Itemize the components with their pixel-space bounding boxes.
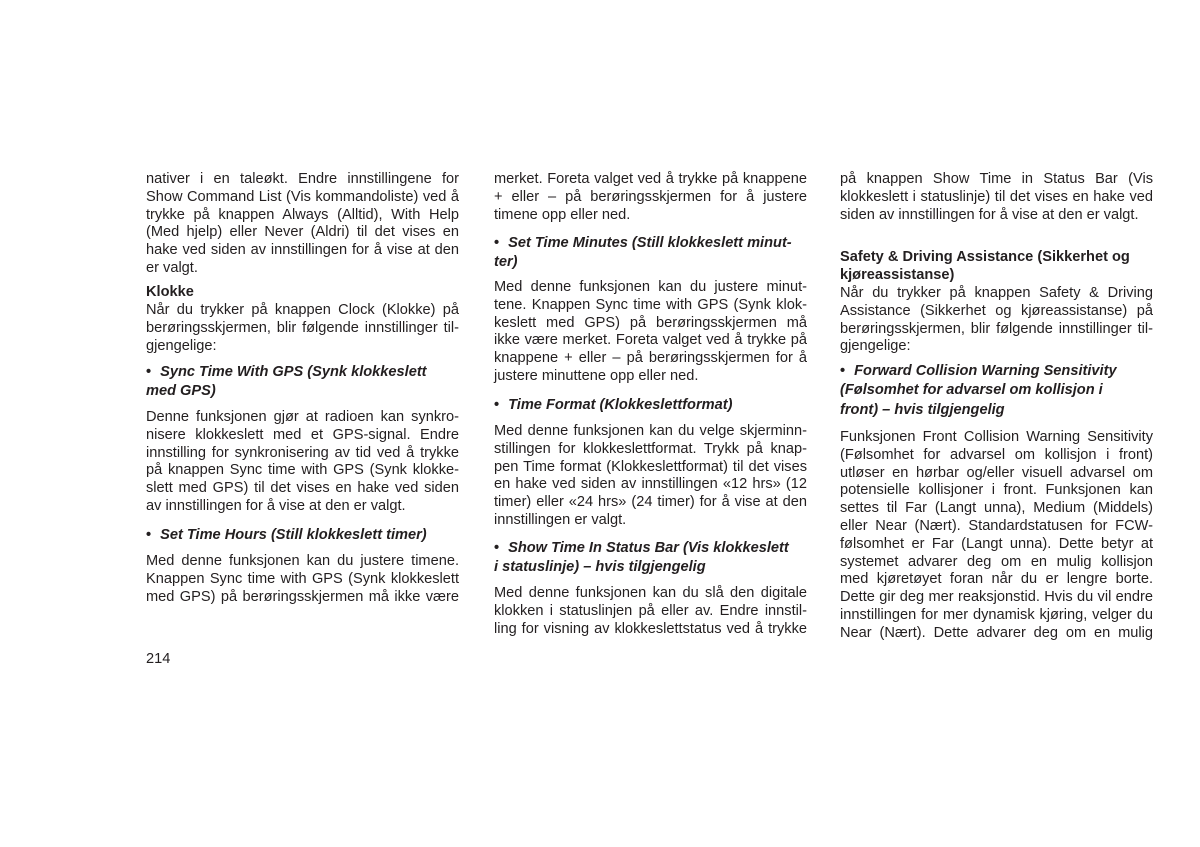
section-heading: [840, 249, 1153, 285]
text-line: klokkeslett i statuslinje) til det vises en hake ved: [840, 188, 1153, 205]
text-line: Near (Nært). Dette advarer deg om en mulig: [840, 624, 1153, 641]
text-line: klokken i statuslinjen på eller av. Endre innstil-: [494, 602, 807, 619]
paragraph: [494, 585, 807, 638]
text-line: Med denne funksjonen kan du justere minut-: [494, 279, 807, 295]
text-line: gjengelige:: [840, 338, 911, 355]
text-line: Show Command List (Vis kommandoliste) ved å: [146, 188, 459, 205]
paragraph: [840, 171, 1153, 224]
text-line: på knappen Show Time in Status Bar (Vis: [840, 171, 1153, 187]
bullet-heading: [494, 539, 807, 578]
text-line: ikke være merket. Foreta valget ved å trykke på: [494, 332, 807, 349]
text-line: slett med GPS) til det vises en hake ved siden: [146, 480, 459, 497]
text-line: Funksjonen Front Collision Warning Sensitivity: [840, 429, 1153, 445]
text-line: ling for visning av klokkeslettstatus ved å trykke: [494, 620, 807, 637]
text-line: + eller – på berøringsskjermen for å justere: [494, 188, 807, 205]
text-line: ter): [494, 254, 518, 271]
text-line: systemet advarer deg om en mulig kollisjon: [840, 553, 1153, 570]
text-line: berøringsskjermen, blir følgende innstillinger til-: [146, 319, 459, 336]
paragraph: [840, 429, 1153, 643]
text-line: timene opp eller ned.: [494, 206, 631, 223]
text-line: innstilling for synkronisering av tid ved å trykke: [146, 444, 459, 461]
text-line: knappene + eller – på berøringsskjermen for å: [494, 350, 807, 367]
text-line: av innstillingen for å vise at den er valgt.: [146, 497, 406, 514]
text-line: Med denne funksjonen kan du justere timene.: [146, 553, 459, 569]
text-line: stillingen for klokkeslettformat. Trykk på knap-: [494, 440, 807, 457]
text-line: Assistance (Sikkerhet og kjøreassistanse) på: [840, 302, 1153, 319]
text-line: Når du trykker på knappen Safety & Driving: [840, 285, 1153, 301]
text-line: nisere klokkeslett med et GPS-signal. Endre: [146, 426, 459, 443]
text-line: siden av innstillingen for å vise at den er valgt.: [840, 206, 1139, 223]
text-line: Med denne funksjonen kan du velge skjerminn-: [494, 423, 807, 439]
text-line: følsomhet er Far (Langt unna). Dette betyr at: [840, 535, 1153, 552]
text-line: • Sync Time With GPS (Synk klokkeslett: [146, 363, 459, 382]
text-line: Med denne funksjonen kan du slå den digitale: [494, 585, 807, 601]
text-line: settes til Far (Langt unna), Medium (Middels): [840, 500, 1153, 517]
text-line: (Følsomhet for advarsel om kollisjon i: [840, 382, 1103, 399]
section-heading: [146, 284, 459, 302]
text-line: med GPS): [146, 383, 216, 400]
text-line: tene. Knappen Sync time with GPS (Synk klok-: [494, 296, 807, 313]
paragraph: [146, 553, 459, 606]
text-line: keslett med GPS) på berøringsskjermen må: [494, 314, 807, 331]
text-line: nativer i en taleøkt. Endre innstillingene for: [146, 171, 459, 187]
text-line: i statuslinje) – hvis tilgjengelig: [494, 559, 706, 576]
text-line: Safety & Driving Assistance (Sikkerhet og: [840, 249, 1130, 265]
text-line: Dette gir deg mer reaksjonstid. Hvis du vil endre: [840, 589, 1153, 606]
text-line: eller Near (Nært). Standardstatusen for FCW-: [840, 517, 1153, 534]
text-line: pen Time format (Klokkeslettformat) til det vises: [494, 458, 807, 475]
paragraph: [146, 171, 459, 278]
page-number: 214: [146, 651, 171, 667]
paragraph: [146, 302, 459, 355]
text-line: merket. Foreta valget ved å trykke på knappene: [494, 171, 807, 187]
bullet-heading: [494, 396, 807, 415]
paragraph: [494, 423, 807, 530]
text-line: hake ved siden av innstillingen for å vise at den: [146, 242, 459, 259]
text-line: timer) eller «24 hrs» (24 timer) for å vise at den: [494, 494, 807, 511]
text-line: • Set Time Minutes (Still klokkeslett minut-: [494, 234, 807, 253]
text-line: med GPS) på berøringsskjermen må ikke være: [146, 588, 459, 605]
text-line: trykke på knappen Always (Alltid), With Help: [146, 206, 459, 223]
bullet-heading: [840, 362, 1153, 420]
paragraph: [494, 279, 807, 386]
text-line: utløser en hørbar og/eller visuell advarsel om: [840, 464, 1153, 481]
text-line: front) – hvis tilgjengelig: [840, 401, 1005, 418]
text-line: Knappen Sync time with GPS (Synk klokkeslett: [146, 570, 459, 587]
text-line: (Følsomhet for advarsel om kollisjon i front): [840, 446, 1153, 463]
bullet-heading: [146, 526, 459, 545]
paragraph: [494, 171, 807, 224]
text-line: potensielle kollisjoner i front. Funksjonen kan: [840, 482, 1153, 499]
paragraph: [840, 285, 1153, 356]
text-line: på knappen Sync time with GPS (Synk klokke-: [146, 462, 459, 479]
text-line: berøringsskjermen, blir følgende innstillinger til-: [840, 320, 1153, 337]
text-line: er valgt.: [146, 259, 198, 276]
text-line: kjøreassistanse): [840, 266, 955, 283]
text-line: gjengelige:: [146, 337, 217, 354]
text-line: (Med hjelp) eller Never (Aldri) til det vises en: [146, 224, 459, 241]
bullet-heading: [146, 363, 459, 402]
text-line: med kjøretøyet foran når du er lengre borte.: [840, 571, 1153, 588]
text-line: Klokke: [146, 284, 194, 300]
bullet-heading: [494, 234, 807, 273]
text-line: Denne funksjonen gjør at radioen kan synkro-: [146, 409, 459, 425]
text-line: • Time Format (Klokkeslettformat): [494, 396, 807, 415]
text-line: • Set Time Hours (Still klokkeslett timer): [146, 526, 459, 545]
text-line: innstillingen er valgt.: [494, 511, 627, 528]
paragraph: [146, 409, 459, 516]
text-line: justere minuttene opp eller ned.: [494, 367, 699, 384]
text-line: • Show Time In Status Bar (Vis klokkeslett: [494, 539, 807, 558]
text-line: • Forward Collision Warning Sensitivity: [840, 362, 1153, 381]
text-line: innstillingen for mer dynamisk kjøring, velger du: [840, 606, 1153, 623]
text-line: Når du trykker på knappen Clock (Klokke) på: [146, 302, 459, 318]
text-line: en hake ved siden av innstillingen «12 hrs» (12: [494, 476, 807, 493]
